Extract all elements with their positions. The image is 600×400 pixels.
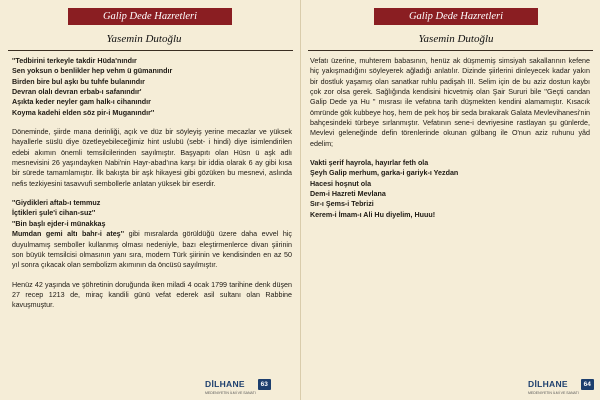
verse-line: Dem-i Hazreti Mevlana — [310, 190, 386, 199]
article-body — [12, 56, 292, 311]
paragraph: Döneminde, şiirde mana derinliği, açık ve düz bir söyleyiş yerine mecazlar ve yüksek hayallerle süslü diye özetleyebileceğimiz hint uslubü (sebt- i hindi) diye isimlendirilen edebi akımın önemli temsilcilerinden sayılmıştır. Başyapıtı olan Hüsn ü aşk adlı mesnevisini 26 yaşındayken Nabi'nin Hayr-abad'ına karşı bir iddia olarak 6 ay gibi kısa bir sürede tamamlamıştır. İlk bakışta bir aşk hikayesi gibi gözüken bu mesnevi, aslında nefis tezkiyesini tasavvufi sembollerle anlatan yüksek bir eserdir. — [12, 128, 292, 188]
page-number: 63 — [258, 379, 271, 390]
paragraph-continuation: gibi mısralarda görüldüğü üzere daha evvel hiç duyulmamış semboller kullanmış olması nedeniyle, bazı eleştirmenlerce divan şiirinin son büyük temsilcisi olmasının yanı sıra, modern Türk şiirinin ve kendisinden en az 50 yıl sonra çıkacak olan sembolizm akımının da öncüsü sayılmıştır. — [12, 230, 293, 270]
paragraph: Vefatı üzerine, muhterem babasının, henüz ak düşmemiş simsiyah sakallarının kefene hiç yakışmadığını söyleyerek ağladığı anlatılır. Dizinde şiirlerini dinleyecek kadar yakın bir dostluk yaşamış olan sanatkar ruhlu padişah III. Selim için de bu aziz dostun kaybı çok zor olsa gerek. Sağlığında kendisini hicvetmiş olan Şair Sururi bile ''Geçti candan Galip Dede ya Hu '' mısrası ile vefatına tarih düşmekten kendini alamamıştır. Kısacık ömründe gök kubbeye hoş, hem de pek hoş bir seda bırakarak Galata Mevlevihanesi'nin bahçesindeki türbeye sırlanmıştır. Vefatının sene-i devriyesine rastlayan şu günlerde, Mevlevi geleneğinde defin törenlerinde okunan gülbang ile O'nun aziz ruhunu yâd edelim; — [310, 57, 590, 148]
verse-line: Hacesi hoşnut ola — [310, 179, 372, 188]
verse-line: Vakti şerif hayrola, hayırlar feth ola — [310, 159, 429, 168]
article-body — [310, 56, 590, 220]
verse-line: ''Tedbirini terkeyle takdir Hüda'nındır — [12, 57, 137, 65]
verse-line: Sır-ı Şems-i Tebrizi — [310, 200, 374, 209]
logo-tagline: MEDENIYETIN İLMİ VE SANATI — [205, 391, 256, 395]
right-page — [300, 0, 600, 400]
closing-verse — [310, 158, 590, 220]
verse-line: Birden bire bul aşkı bu tuhfe bulanındır — [12, 77, 145, 86]
author-name: Yasemin Dutoğlu — [418, 33, 494, 45]
verse-line: Şeyh Galip merhum, garka-i gariyk-ı Yezdan — [310, 169, 459, 178]
divider-rule — [308, 50, 593, 51]
author-name: Yasemin Dutoğlu — [106, 33, 182, 45]
verse-line: Kerem-i İmam-ı Ali Hu diyelim, Huuu! — [310, 210, 436, 219]
verse-line: ''Giydikleri aftab-ı temmuz — [12, 199, 101, 208]
logo-text: DİLHANE — [205, 379, 245, 389]
quoted-verse — [12, 198, 292, 229]
verse-line: Aşıkta keder neyler gam halk-ı cihanındır — [12, 98, 151, 107]
verse-line: Devran olalı devran erbab-ı safanındır' — [12, 88, 142, 97]
paragraph: Henüz 42 yaşında ve şöhretinin doruğunda iken miladi 4 ocak 1799 tarihine denk düşen 27 recep 1213 de, miraç kandili günü vefat ederek asil sultanı olan Rabbine kavuşmuştur. — [12, 280, 292, 310]
section-header: Galip Dede Hazretleri — [68, 8, 232, 25]
verse-line: Koyma kadehi elden söz pir-i Muganındır'' — [12, 108, 155, 117]
verse-line: ''Bin başlı ejder-i münakkaş — [12, 219, 106, 228]
magazine-logo — [528, 374, 594, 395]
magazine-logo — [205, 374, 271, 395]
logo-tagline: MEDENIYETIN İLMİ VE SANATI — [528, 391, 579, 395]
divider-rule — [8, 50, 293, 51]
verse-line: Mumdan gemi altı bahr-i ateş'' — [12, 230, 125, 239]
logo-text: DİLHANE — [528, 379, 568, 389]
opening-verse — [12, 56, 292, 118]
verse-line: Sen yoksun o benlikler hep vehm ü gümanındır — [12, 67, 173, 76]
section-header: Galip Dede Hazretleri — [374, 8, 538, 25]
page-number: 64 — [581, 379, 594, 390]
paragraph — [12, 229, 292, 270]
verse-line: İçtikleri şule'i cihan-suz'' — [12, 209, 96, 218]
